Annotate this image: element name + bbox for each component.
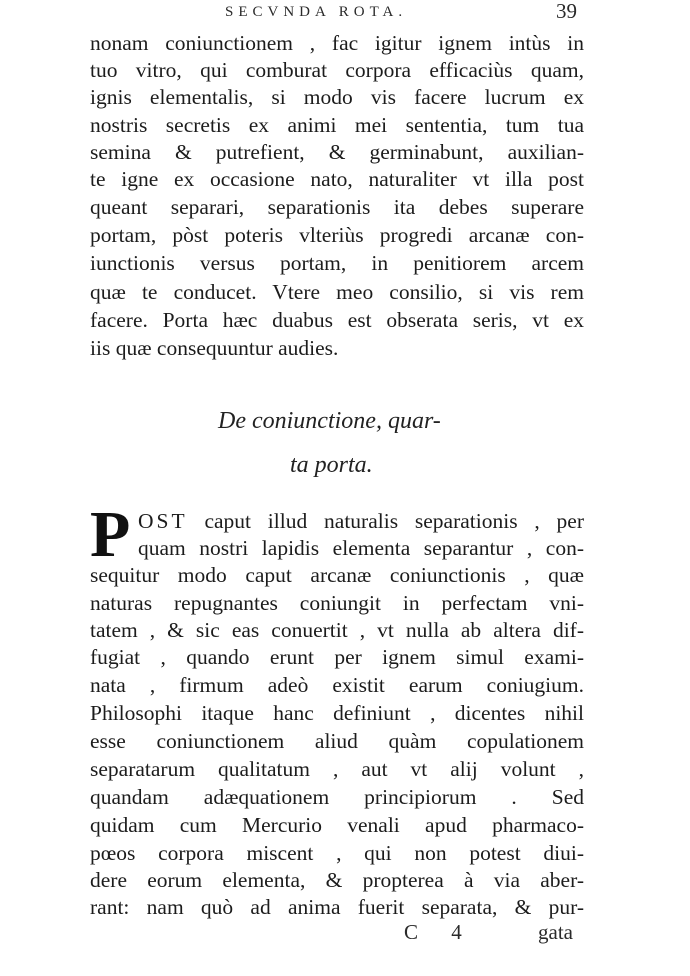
- text-line: esse coniunctionem aliud quàm copulationem: [90, 729, 584, 753]
- text-line: te igne ex occasione nato, naturaliter vt illa post: [90, 167, 584, 191]
- text-line: tatem , & sic eas conuertit , vt nulla ab altera dif-: [90, 618, 584, 642]
- drop-cap: P: [90, 498, 131, 571]
- text-line: naturas repugnantes coniungit in perfectam vni-: [90, 591, 584, 615]
- text-line: dere eorum elementa, & propterea à via aber-: [90, 868, 584, 892]
- text-line: nata , firmum adeò existit earum coniugium.: [90, 673, 584, 697]
- text-line: quæ te conducet. Vtere meo consilio, si vis rem: [90, 280, 584, 304]
- first-word-smallcaps: OST: [138, 509, 188, 533]
- text-line: nonam coniunctionem , fac igitur ignem intùs in: [90, 31, 584, 55]
- signature-mark: C 4: [404, 920, 476, 944]
- text-line: quandam adæquationem principiorum . Sed: [90, 785, 584, 809]
- text-line: iis quæ consequuntur audies.: [90, 336, 339, 360]
- text-line: fugiat , quando erunt per ignem simul exami-: [90, 645, 584, 669]
- section-heading-line-1: De coniunctione, quar-: [218, 408, 441, 434]
- running-head: SECVNDA ROTA.: [225, 4, 408, 20]
- catchword: gata: [538, 920, 573, 944]
- text-line: semina & putrefient, & germinabunt, auxilian-: [90, 140, 584, 164]
- page-number: 39: [556, 0, 577, 23]
- text-line: facere. Porta hæc duabus est obserata seris, vt ex: [90, 308, 584, 332]
- section-heading-line-2: ta porta.: [290, 452, 373, 478]
- text-line: sequitur modo caput arcanæ coniunctionis , quæ: [90, 563, 584, 587]
- text-line-first: [138, 508, 584, 534]
- text-line: quidam cum Mercurio venali apud pharmaco-: [90, 813, 584, 837]
- text-line: tuo vitro, qui comburat corpora efficaciùs quam,: [90, 58, 584, 82]
- text-line: separatarum qualitatum , aut vt alij volunt ,: [90, 757, 584, 781]
- text-line: iunctionis versus portam, in penitiorem arcem: [90, 251, 584, 275]
- first-line-rest: caput illud naturalis separationis , per: [204, 509, 585, 533]
- text-line: Philosophi itaque hanc definiunt , dicentes nihil: [90, 701, 584, 725]
- text-line: quam nostri lapidis elementa separantur , con-: [138, 536, 584, 560]
- text-line: rant: nam quò ad anima fuerit separata, & pur-: [90, 895, 584, 919]
- text-line: nostris secretis ex animi mei sententia, tum tua: [90, 113, 584, 137]
- text-line: ignis elementalis, si modo vis facere lucrum ex: [90, 85, 584, 109]
- text-line: pœos corpora miscent , qui non potest diui-: [90, 841, 584, 865]
- text-line: queant separari, separationis ita debes superare: [90, 195, 584, 219]
- text-line: portam, pòst poteris vlteriùs progredi arcanæ con-: [90, 223, 584, 247]
